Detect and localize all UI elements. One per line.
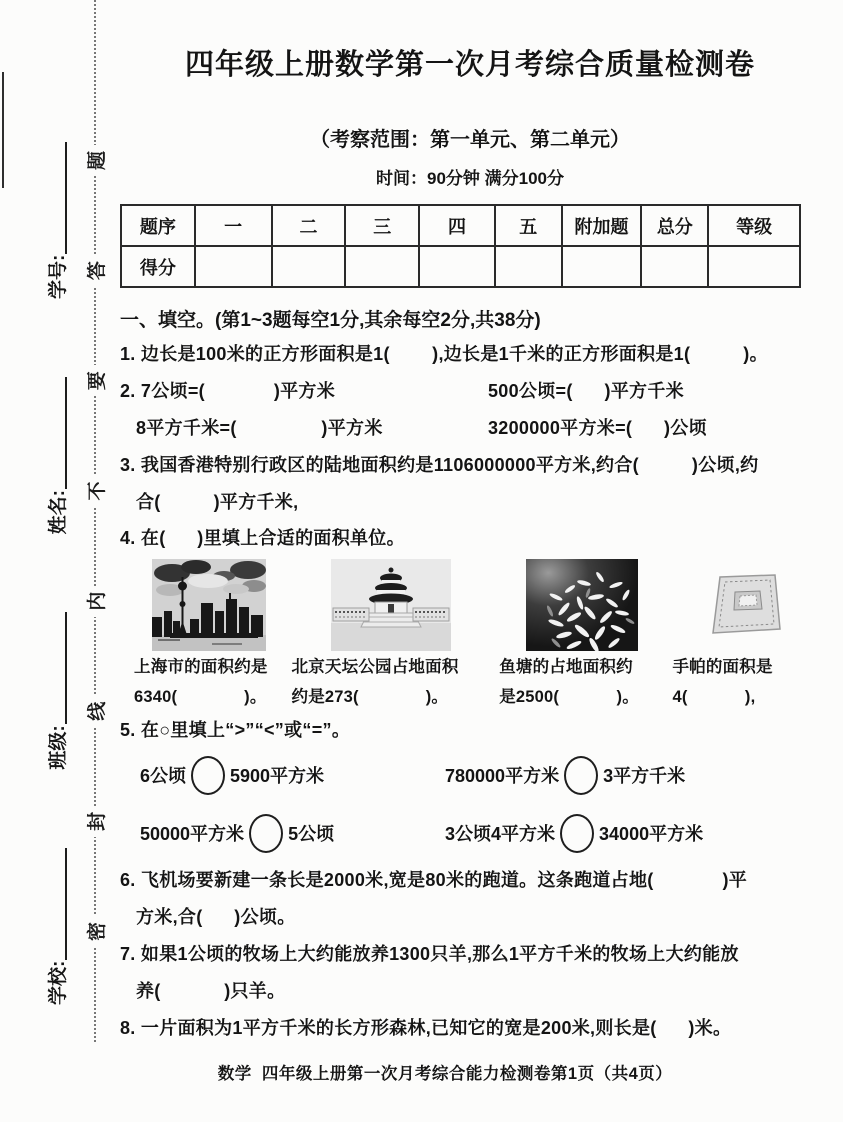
question-7-line-2: 养( )只羊。 (136, 981, 286, 1001)
question-3-line-1: 3. 我国香港特别行政区的陆地面积约是1106000000平方米,约合( )公顷,约 (120, 455, 759, 475)
seal-char: 内 (80, 586, 111, 617)
seal-char: 线 (80, 696, 111, 727)
question-6-line-1: 6. 飞机场要新建一条长是2000米,宽是80米的跑道。这条跑道占地( )平 (120, 870, 748, 890)
question-3-line-2: 合( )平方千米, (136, 492, 299, 512)
q4-caption-shanghai: 上海市的面积约是 (134, 658, 268, 676)
question-5-row-1 (120, 750, 820, 800)
q4-caption-fish-pond: 鱼塘的占地面积约 (499, 658, 633, 676)
score-cell (641, 246, 708, 287)
q5-pair-2-right: 3平方千米 (603, 766, 686, 786)
score-table-score-row (121, 246, 800, 287)
name-blank-line (62, 377, 67, 489)
compare-circle (249, 814, 283, 853)
section-1-heading: 一、填空。(第1~3题每空1分,其余每空2分,共38分) (120, 310, 541, 331)
question-2-line-2 (120, 410, 820, 447)
student-number-field (48, 142, 70, 299)
student-number-blank-line (62, 142, 67, 254)
question-7-line-1: 7. 如果1公顷的牧场上大约能放养1300只羊,那么1平方千米的牧场上大约能放 (120, 944, 739, 964)
q5-pair-1-left: 6公顷 (140, 766, 187, 786)
q4-caption-temple: 北京天坛公园占地面积 (291, 658, 459, 676)
question-5-heading: 5. 在○里填上“>”“<”或“=”。 (120, 720, 351, 740)
class-field (48, 612, 70, 769)
figure-temple-of-heaven (292, 558, 492, 712)
score-row-label: 得分 (121, 246, 195, 287)
header-cell: 总分 (641, 205, 708, 246)
q5-pair-1 (120, 756, 445, 795)
shanghai-skyline-image (152, 558, 266, 652)
score-table-header-row (121, 205, 800, 246)
header-cell: 二 (272, 205, 346, 246)
q4-blank-handkerchief: 4( ), (672, 688, 756, 706)
header-cell: 五 (495, 205, 562, 246)
fish-pond-image (526, 558, 638, 652)
page-footer: 数学 四年级上册第一次月考综合能力检测卷第1页（共4页） (217, 1065, 673, 1083)
score-cell (345, 246, 419, 287)
q2-item-2: 500公顷=( )平方千米 (488, 381, 684, 401)
page-edge-line (2, 72, 4, 188)
school-field (48, 848, 70, 1005)
q5-pair-4-right: 34000平方米 (599, 824, 704, 844)
header-cell: 等级 (708, 205, 800, 246)
student-info-labels (40, 20, 70, 1020)
seal-char: 密 (80, 916, 111, 947)
compare-circle (191, 756, 225, 795)
exam-scope: （考察范围：第一单元、第二单元） (310, 129, 630, 151)
q5-pair-2 (445, 756, 820, 795)
header-cell: 四 (419, 205, 495, 246)
question-4-heading: 4. 在( )里填上合适的面积单位。 (120, 528, 405, 548)
figure-fish-pond (499, 558, 664, 712)
school-blank-line (62, 848, 67, 960)
seal-char: 要 (80, 365, 111, 396)
score-cell (708, 246, 800, 287)
score-cell (562, 246, 642, 287)
q5-pair-4 (445, 814, 820, 853)
question-2-line-1 (120, 373, 820, 410)
q2-item-1: 2. 7公顷=( )平方米 (120, 381, 336, 401)
score-cell (495, 246, 562, 287)
question-1: 1. 边长是100米的正方形面积是1( ),边长是1千米的正方形面积是1( )。 (120, 344, 768, 364)
question-5-row-2 (120, 808, 820, 858)
header-cell: 题序 (121, 205, 195, 246)
question-8: 8. 一片面积为1平方千米的长方形森林,已知它的宽是200米,则长是( )米。 (120, 1018, 732, 1038)
temple-of-heaven-image (331, 558, 451, 652)
header-cell: 附加题 (562, 205, 642, 246)
header-cell: 三 (345, 205, 419, 246)
q5-pair-3 (120, 814, 445, 853)
seal-text (80, 0, 110, 1042)
seal-char: 不 (80, 475, 111, 506)
q4-blank-temple: 约是273( )。 (291, 688, 449, 706)
compare-circle (560, 814, 594, 853)
name-label: 姓名: (48, 490, 69, 535)
figure-handkerchief (672, 558, 820, 712)
question-6-line-2: 方米,合( )公顷。 (136, 907, 296, 927)
question-4-figures (134, 558, 820, 712)
q5-pair-3-right: 5公顷 (288, 824, 335, 844)
time-info: 时间：90分钟 满分100分 (376, 169, 564, 188)
seal-char: 题 (80, 145, 111, 176)
figure-shanghai (134, 558, 284, 712)
student-number-label: 学号: (48, 254, 69, 300)
score-cell (272, 246, 346, 287)
q2-item-3: 8平方千米=( )平方米 (136, 418, 383, 438)
class-label: 班级: (48, 725, 69, 770)
q5-pair-1-right: 5900平方米 (230, 766, 325, 786)
q5-pair-3-left: 50000平方米 (140, 824, 245, 844)
name-field (48, 377, 70, 534)
q4-blank-shanghai: 6340( )。 (134, 688, 267, 706)
q5-pair-2-left: 780000平方米 (445, 766, 560, 786)
score-cell (195, 246, 272, 287)
seal-char: 封 (80, 806, 111, 837)
q4-caption-handkerchief: 手帕的面积是 (672, 658, 773, 676)
q2-item-4: 3200000平方米=( )公顷 (488, 418, 707, 438)
q5-pair-4-left: 3公顷4平方米 (445, 824, 556, 844)
seal-char: 答 (80, 255, 111, 286)
score-cell (419, 246, 495, 287)
class-blank-line (62, 612, 67, 724)
q4-blank-fish-pond: 是2500( )。 (499, 688, 639, 706)
handkerchief-image (708, 558, 784, 652)
school-label: 学校: (48, 960, 69, 1005)
page-title: 四年级上册数学第一次月考综合质量检测卷 (184, 49, 755, 81)
header-cell: 一 (195, 205, 272, 246)
score-table (120, 204, 801, 288)
compare-circle (564, 756, 598, 795)
